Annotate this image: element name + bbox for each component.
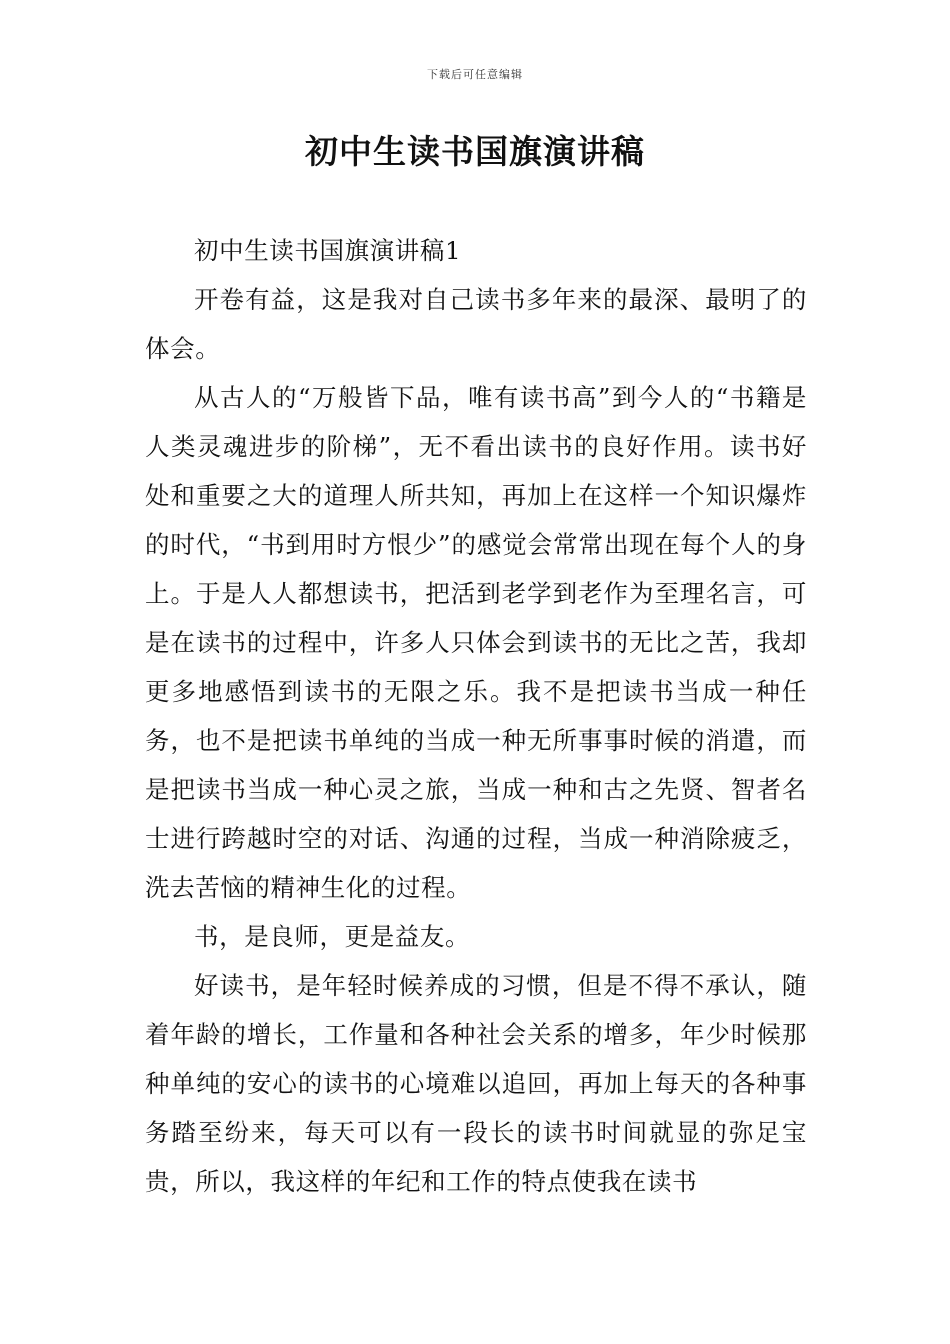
header-note: 下载后可任意编辑: [427, 68, 523, 81]
paragraph: 书，是良师，更是益友。: [194, 922, 471, 951]
paragraph-subtitle: 初中生读书国旗演讲稿1: [194, 236, 462, 265]
paragraph: 从古人的“万般皆下品，唯有读书高”到今人的“书籍是人类灵魂进步的阶梯”，无不看出读书的良好作用。读书好处和重要之大的道理人所共知，再加上在这样一个知识爆炸的时代，“书到用时方恨少”的感觉会常常出现在每个人的身上。于是人人都想读书，把活到老学到老作为至理名言，可是在读书的过程中，许多人只体会到读书的无比之苦，我却更多地感悟到读书的无限之乐。我不是把读书当成一种任务，也不是把读书单纯的当成一种无所事事时候的消遣，而是把读书当成一种心灵之旅，当成一种和古之先贤、智者名士进行跨越时空的对话、沟通的过程，当成一种消除疲乏，洗去苦恼的精神生化的过程。: [145, 383, 807, 902]
document-body: [145, 226, 807, 1206]
paragraph: 开卷有益，这是我对自己读书多年来的最深、最明了的体会。: [145, 285, 807, 363]
document-title: 初中生读书国旗演讲稿: [305, 132, 645, 171]
paragraph: 好读书，是年轻时候养成的习惯，但是不得不承认，随着年龄的增长，工作量和各种社会关系的增多，年少时候那种单纯的安心的读书的心境难以追回，再加上每天的各种事务踏至纷来，每天可以有一段长的读书时间就显的弥足宝贵，所以，我这样的年纪和工作的特点使我在读书: [145, 971, 807, 1196]
